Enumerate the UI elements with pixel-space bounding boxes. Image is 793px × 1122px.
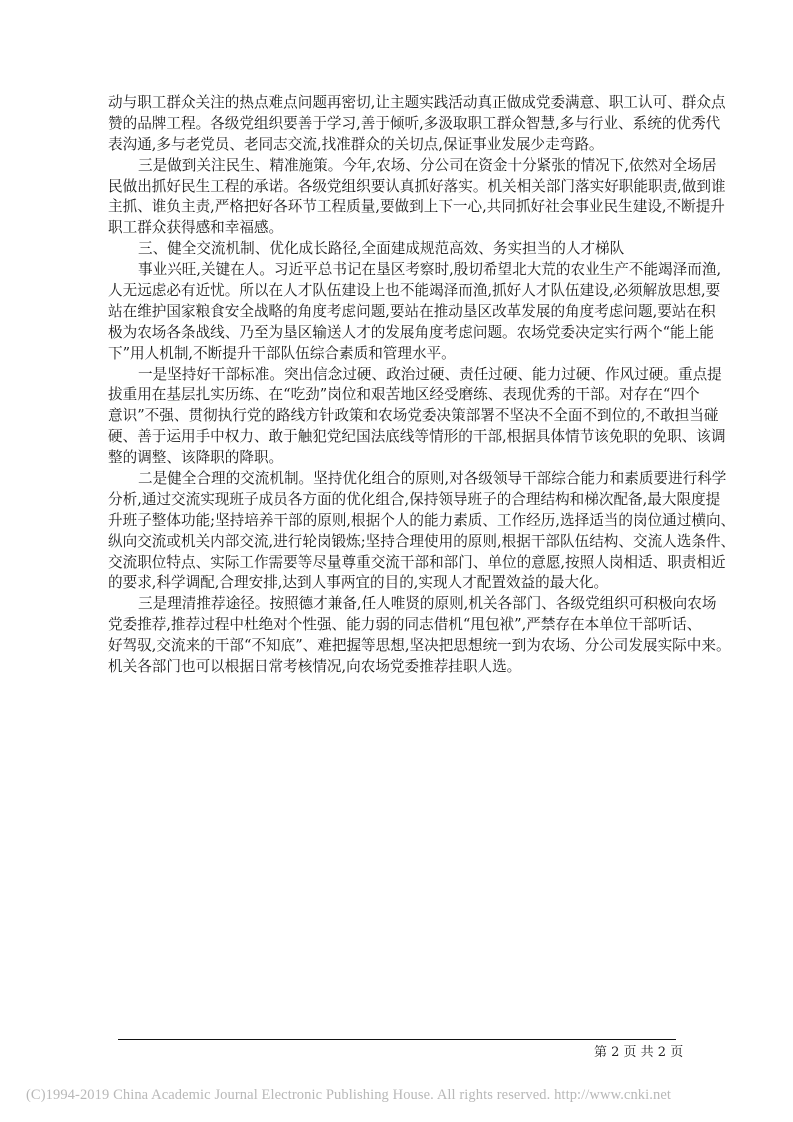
paragraph bbox=[108, 260, 722, 364]
text-line: 党委推荐,推荐过程中杜绝对个性强、能力弱的同志借机“甩包袱”,严禁存在本单位干部听话、 bbox=[108, 616, 702, 634]
text-line: 事业兴旺,关键在人。习近平总书记在垦区考察时,殷切希望北大荒的农业生产不能竭泽而渔, bbox=[138, 261, 722, 279]
paragraph bbox=[108, 594, 731, 678]
text-line: 站在维护国家粮食安全战略的角度考虑问题,要站在推动垦区改革发展的角度考虑问题,要站在积 bbox=[108, 302, 716, 320]
text-line: 好驾驭,交流来的干部“不知底”、难把握等思想,坚决把思想统一到为农场、分公司发展实际中来。 bbox=[108, 637, 731, 655]
text-line: 动与职工群众关注的热点难点问题再密切,让主题实践活动真正做成党委满意、职工认可、群众点 bbox=[108, 94, 726, 111]
page-indicator: 第 2 页 共 2 页 bbox=[594, 1045, 684, 1060]
paragraph bbox=[108, 469, 736, 594]
text-line: 拔重用在基层扎实历练、在“吃劲”岗位和艰苦地区经受磨练、表现优秀的干部。对存在“四个 bbox=[108, 386, 700, 404]
text-line: 民做出抓好民生工程的承诺。各级党组织要认真抓好落实。机关相关部门落实好职能职责,做到谁 bbox=[108, 177, 726, 195]
text-line: 机关各部门也可以根据日常考核情况,向农场党委推荐挂职人选。 bbox=[108, 658, 522, 676]
text-line: 职工群众获得感和幸福感。 bbox=[108, 219, 284, 237]
text-line: 赞的品牌工程。各级党组织要善于学习,善于倾听,多汲取职工群众智慧,多与行业、系统的优秀代 bbox=[108, 114, 721, 132]
text-line: 分析,通过交流实现班子成员各方面的优化组合,保持领导班子的合理结构和梯次配备,最大限度提 bbox=[108, 490, 721, 508]
text-line: 人无远虑必有近忧。所以在人才队伍建设上也不能竭泽而渔,抓好人才队伍建设,必须解放思想,要 bbox=[108, 282, 721, 300]
text-line: 表沟通,多与老党员、老同志交流,找准群众的关切点,保证事业发展少走弯路。 bbox=[108, 135, 604, 153]
text-line: 的要求,科学调配,合理安排,达到人事两宜的目的,实现人才配置效益的最大化。 bbox=[108, 574, 609, 592]
text-line: 主抓、谁负主责,严格把好各环节工程质量,要做到上下一心,共同抓好社会事业民生建设,不断提升 bbox=[108, 198, 725, 216]
paragraph bbox=[108, 156, 726, 240]
text-line: 交流职位特点、实际工作需要等尽量尊重交流干部和部门、单位的意愿,按照人岗相适、职责相近 bbox=[108, 553, 726, 571]
article-body bbox=[108, 93, 736, 678]
paragraph bbox=[108, 93, 726, 156]
text-line: 极为农场各条战线、乃至为垦区输送人才的发展角度考虑问题。农场党委决定实行两个“能上能 bbox=[108, 323, 714, 341]
text-line: 一是坚持好干部标准。突出信念过硬、政治过硬、责任过硬、能力过硬、作风过硬。重点提 bbox=[138, 365, 722, 383]
text-line: 纵向交流或机关内部交流,进行轮岗锻炼;坚持合理使用的原则,根据干部队伍结构、交流人选条件、 bbox=[108, 532, 736, 550]
paragraph bbox=[108, 365, 726, 469]
text-line: 三是理清推荐途径。按照德才兼备,任人唯贤的原则,机关各部门、各级党组织可积极向农场 bbox=[138, 595, 717, 613]
text-line: 升班子整体功能;坚持培养干部的原则,根据个人的能力素质、工作经历,选择适当的岗位通过横向、 bbox=[108, 511, 736, 529]
footer-divider bbox=[118, 1039, 676, 1040]
text-line: 整的调整、该降职的降职。 bbox=[108, 449, 284, 467]
text-line: 二是健全合理的交流机制。坚持优化组合的原则,对各级领导干部综合能力和素质要进行科学 bbox=[138, 470, 727, 488]
text-line: 三是做到关注民生、精准施策。今年,农场、分公司在资金十分紧张的情况下,依然对全场居 bbox=[138, 156, 717, 174]
copyright-watermark: (C)1994-2019 China Academic Journal Electronic Publishing House. All rights reserved. http://www.cnki.net bbox=[26, 1087, 672, 1103]
text-line: 意识”不强、贯彻执行党的路线方针政策和农场党委决策部署不坚决不全面不到位的,不敢担当碰 bbox=[108, 407, 719, 425]
section-heading-text: 三、健全交流机制、优化成长路径,全面建成规范高效、务实担当的人才梯队 bbox=[138, 240, 625, 258]
text-line: 下”用人机制,不断提升干部队伍综合素质和管理水平。 bbox=[108, 344, 456, 362]
text-line: 硬、善于运用手中权力、敢于触犯党纪国法底线等情形的干部,根据具体情节该免职的免职、该调 bbox=[108, 428, 726, 446]
section-heading bbox=[108, 239, 690, 260]
